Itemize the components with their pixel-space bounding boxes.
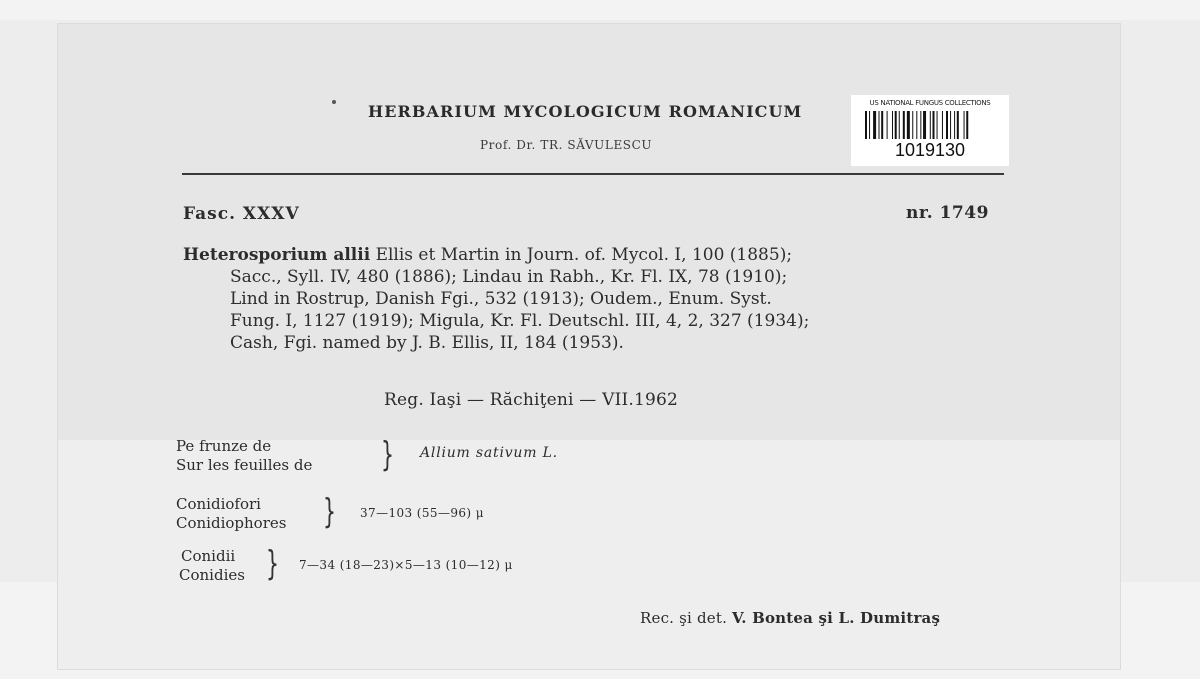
- conidia-label-fr: Conidies: [179, 566, 245, 584]
- conidiophores-value: 37—103 (55—96) μ: [360, 506, 484, 520]
- host-label-fr: Sur les feuilles de: [176, 456, 313, 474]
- barcode-heading: US NATIONAL FUNGUS COLLECTIONS: [869, 99, 991, 107]
- bibliography-line: Sacc., Syll. IV, 480 (1886); Lindau in Rabh., Kr. Fl. IX, 78 (1910);: [230, 267, 788, 287]
- bibliography-line: Fung. I, 1127 (1919); Migula, Kr. Fl. Deutschl. III, 4, 2, 327 (1934);: [230, 311, 810, 331]
- herbarium-subtitle: Prof. Dr. TR. SĂVULESCU: [480, 138, 653, 152]
- bibliography-line: [183, 244, 1013, 266]
- barcode-icon: [865, 111, 995, 139]
- conidiophores-label-fr: Conidiophores: [176, 514, 287, 532]
- herbarium-title: HERBARIUM MYCOLOGICUM ROMANICUM: [368, 102, 803, 121]
- conidiophores-label-ro: Conidiofori: [176, 495, 261, 513]
- bibliography-line: Lind in Rostrup, Danish Fgi., 532 (1913); Oudem., Enum. Syst.: [230, 289, 772, 309]
- barcode-sticker: [851, 95, 1009, 166]
- brace-icon: }: [266, 544, 279, 584]
- specimen-number: nr. 1749: [906, 203, 989, 223]
- collector-names: V. Bontea şi L. Dumitraş: [732, 609, 941, 627]
- brace-icon: }: [323, 492, 336, 532]
- host-value: Allium sativum L.: [420, 445, 558, 461]
- bibliography-text: Ellis et Martin in Journ. of. Mycol. I, 100 (1885);: [370, 245, 793, 265]
- host-label-ro: Pe frunze de: [176, 437, 272, 455]
- locality: Reg. Iaşi — Răchiţeni — VII.1962: [384, 390, 679, 410]
- bibliography: [183, 244, 1013, 354]
- collector-credit: [640, 609, 940, 627]
- species-name: Heterosporium allii: [183, 245, 371, 265]
- header-divider: [182, 173, 1004, 175]
- fascicle-label: Fasc. XXXV: [183, 204, 300, 224]
- brace-icon: }: [381, 435, 394, 475]
- collector-prefix: Rec. şi det.: [640, 609, 733, 627]
- conidia-label-ro: Conidii: [181, 547, 236, 565]
- punch-dot: [332, 100, 336, 104]
- conidia-value: 7—34 (18—23)×5—13 (10—12) μ: [299, 558, 513, 572]
- barcode-number: 1019130: [894, 140, 966, 160]
- bibliography-line: Cash, Fgi. named by J. B. Ellis, II, 184 (1953).: [230, 333, 624, 353]
